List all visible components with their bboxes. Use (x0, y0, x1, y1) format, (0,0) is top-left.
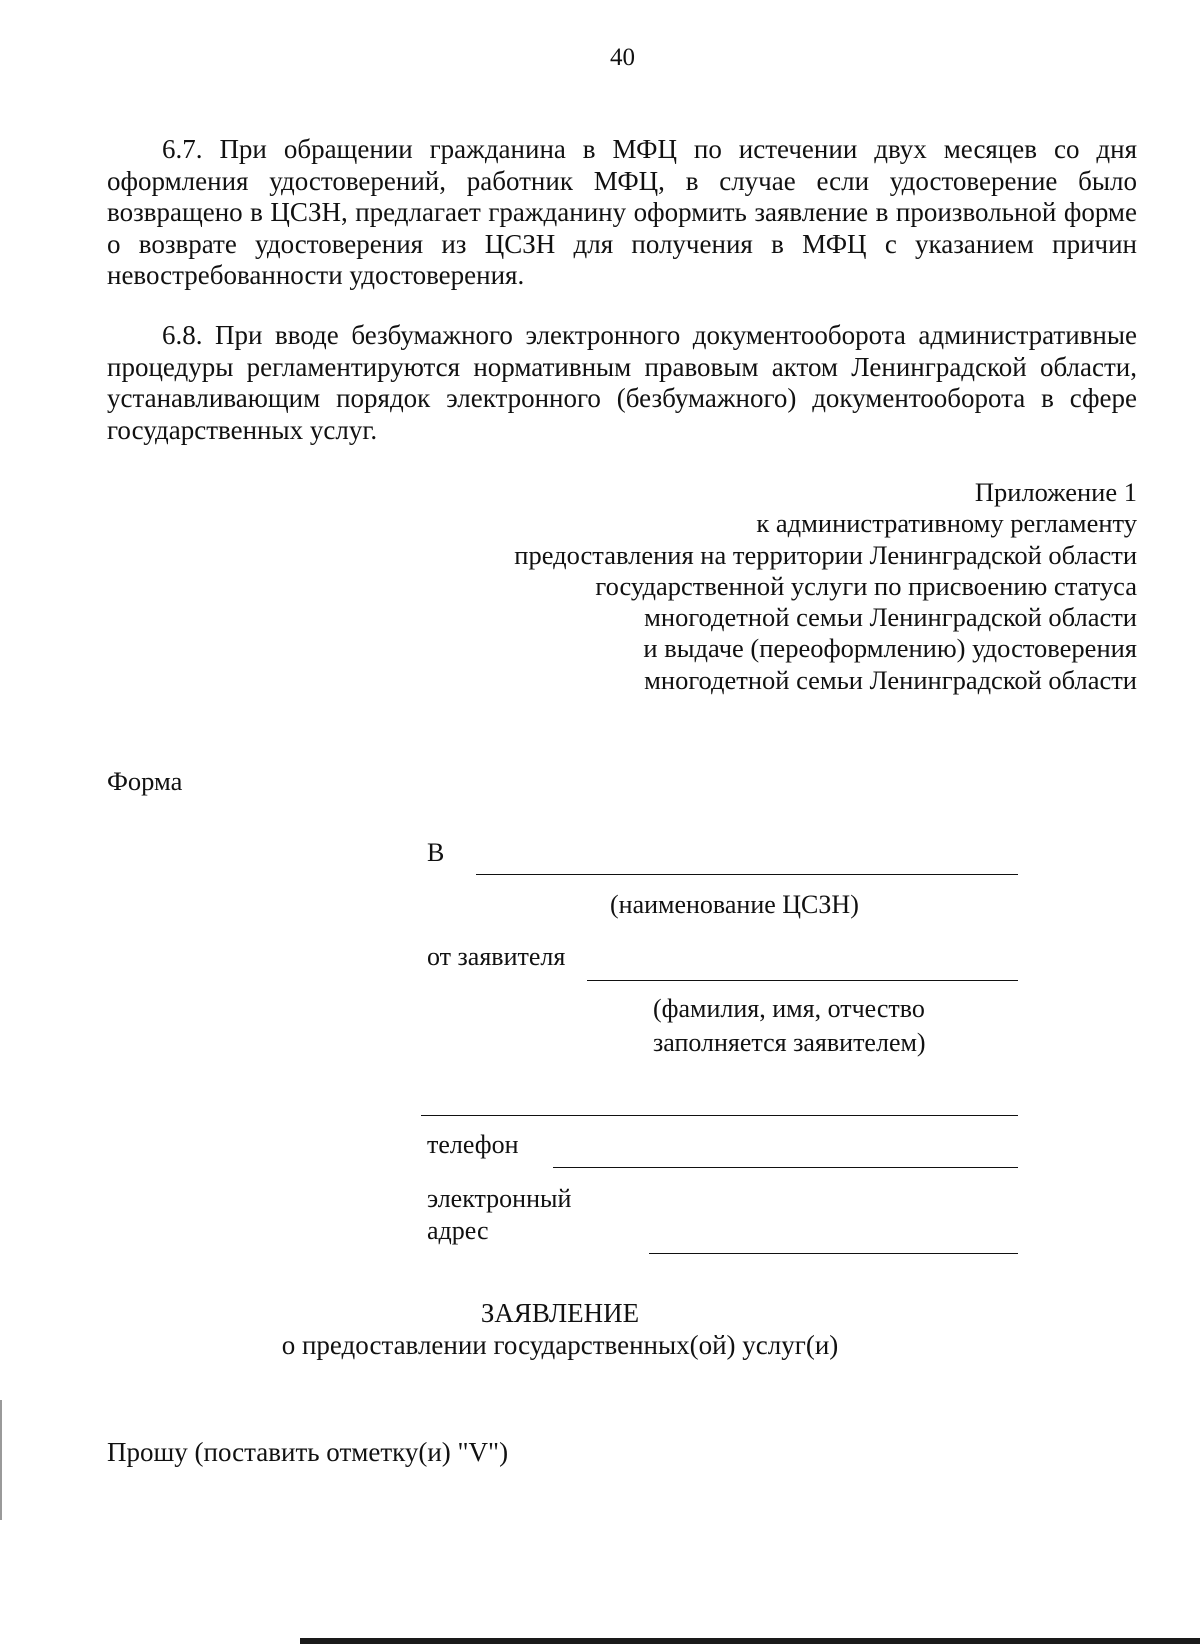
scan-bottom-edge (300, 1638, 1200, 1644)
paragraph-6-8 (107, 320, 1137, 446)
paragraph-6-7 (107, 134, 1137, 292)
applicant-name-caption-line2: заполняется заявителем) (653, 1028, 926, 1057)
phone-label: телефон (427, 1130, 519, 1159)
to-prefix: В (427, 838, 445, 867)
applicant-name-field-line[interactable] (587, 980, 1018, 981)
form-label: Форма (107, 766, 183, 796)
appendix-line: многодетной семьи Ленинградской области (644, 664, 1137, 695)
appendix-line: и выдаче (переоформлению) удостоверения (643, 633, 1137, 664)
scan-edge-shadow (0, 1400, 2, 1520)
email-label-line2: адрес (427, 1216, 489, 1245)
appendix-header (514, 477, 1137, 696)
paragraph-6-8-text: 6.8. При вводе безбумажного электронного документооборота административные процедуры регламентируются нормативным правовым актом Ленинградской области, устанавливающим порядок электронного (безбумажного) документооборота в сфере государственных услуг. (107, 320, 1137, 445)
agency-name-field-line[interactable] (476, 874, 1018, 875)
appendix-line: к административному регламенту (756, 508, 1137, 539)
statement-title: ЗАЯВЛЕНИЕ (480, 1298, 640, 1328)
phone-field-line[interactable] (553, 1167, 1018, 1168)
page-number: 40 (610, 44, 635, 71)
paragraph-6-7-text: 6.7. При обращении гражданина в МФЦ по истечении двух месяцев со дня оформления удостоверений, работник МФЦ, в случае если удостоверение было возвращено в ЦСЗН, предлагает гражданину оформить заявление в произвольной форме о возврате удостоверения из ЦСЗН для получения в МФЦ с указанием причин невостребованности удостоверения. (107, 134, 1137, 290)
agency-name-caption: (наименование ЦСЗН) (610, 890, 859, 919)
appendix-line: Приложение 1 (974, 477, 1137, 507)
appendix-line: многодетной семьи Ленинградской области (644, 602, 1137, 633)
applicant-name-caption-line1: (фамилия, имя, отчество (653, 994, 925, 1023)
email-label-line1: электронный (427, 1184, 572, 1213)
applicant-extra-field-line[interactable] (421, 1115, 1018, 1116)
applicant-label: от заявителя (427, 942, 566, 971)
appendix-line: предоставления на территории Ленинградской области (514, 539, 1137, 570)
appendix-line: государственной услуги по присвоению статуса (595, 570, 1137, 601)
request-text: Прошу (поставить отметку(и) "V") (107, 1437, 509, 1467)
statement-subtitle: о предоставлении государственных(ой) услуг(и) (281, 1330, 839, 1360)
email-field-line[interactable] (649, 1253, 1018, 1254)
